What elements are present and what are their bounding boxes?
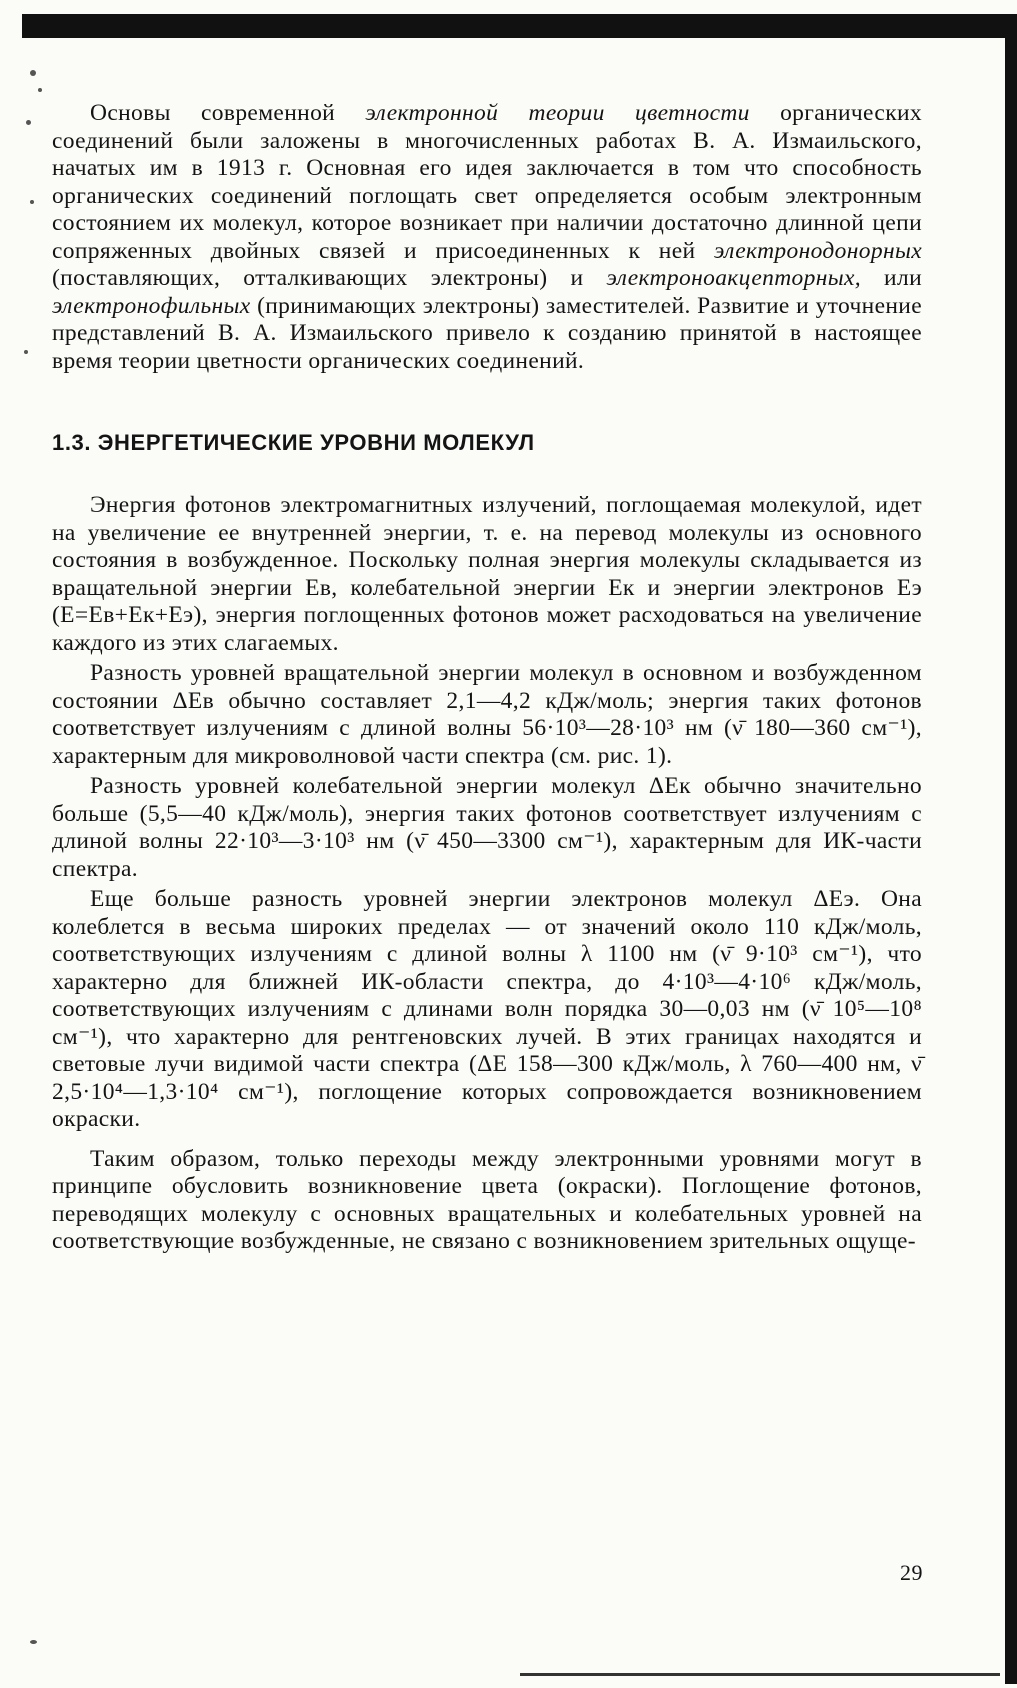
body-paragraph-electronic: Еще больше разность уровней энергии электронов молекул ΔEэ. Она колеблется в весьма широких пределах — от значений около 110 кДж/моль, соответствующих излучениям с длиной волны λ 1100 нм (ν̄ 9·10³ см⁻¹), что характерно для ближней ИК-области спектра, до 4·10³—4·10⁶ кДж/моль, соответствующих излучениям с длинами волн порядка 30—0,03 нм (ν̄ 10⁵—10⁸ см⁻¹), что характерно для рентгеновских лучей. В этих границах находятся и световые лучи видимой части спектра (ΔE 158—300 кДж/моль, λ 760—400 нм, ν̄ 2,5·10⁴—1,3·10⁴ см⁻¹), поглощение которых сопровождается возникновением окраски. bbox=[52, 886, 922, 1132]
body-paragraph-vibrational: Разность уровней колебательной энергии молекул ΔEк обычно значительно больше (5,5—40 кДж/моль), энергия таких фотонов соответствует излучениям с длиной волны 22·10³—3·10³ нм (ν̄ 450—3300 см⁻¹), характерным для ИК-части спектра. bbox=[52, 773, 922, 882]
scan-speck bbox=[24, 350, 28, 354]
intro-text-run: (принимающих электроны) заместителей. Развитие и уточнение представлений В. А. Измаильского привело к созданию принятой в настоящее время теории цветности органических соединений. bbox=[52, 292, 922, 374]
scan-speck bbox=[30, 1640, 37, 1644]
scan-speck bbox=[30, 200, 34, 204]
page-number: 29 bbox=[900, 1560, 923, 1585]
intro-text-run: органических соединений были заложены в многочисленных работах В. А. Измаильского, начатых им в 1913 г. Основная его идея заключается в том что способность органических соединений поглощать свет определяется особым электронным состоянием их молекул, которое возникает при наличии достаточно длинной цепи сопряженных двойных связей и присоединенных к ней bbox=[52, 100, 923, 264]
scan-speck bbox=[30, 70, 36, 76]
page-content bbox=[52, 100, 922, 1256]
italic-term: электроноакцепторных, bbox=[606, 265, 861, 291]
italic-term: электронной теории цветности bbox=[365, 100, 750, 126]
body-paragraph-rotational: Разность уровней вращательной энергии молекул в основном и возбужденном состоянии ΔEв обычно составляет 2,1—4,2 кДж/моль; энергия таких фотонов соответствует излучениям с длиной волны 56·10³—28·10³ нм (ν̄ 180—360 см⁻¹), характерным для микроволновой части спектра (см. рис. 1). bbox=[52, 660, 922, 769]
body-paragraph-energy: Энергия фотонов электромагнитных излучений, поглощаемая молекулой, идет на увеличение ее внутренней энергии, т. е. на перевод молекулы из основного состояния в возбужденное. Поскольку полная энергия молекулы складывается из вращательной энергии Eв, колебательной энергии Eк и энергии электронов Eэ (E=Eв+Eк+Eэ), энергия поглощенных фотонов может расходоваться на увеличение каждого из этих слагаемых. bbox=[52, 492, 922, 656]
intro-paragraph bbox=[52, 100, 922, 375]
section-heading: 1.3. ЭНЕРГЕТИЧЕСКИЕ УРОВНИ МОЛЕКУЛ bbox=[52, 430, 535, 455]
scan-bottom-rule bbox=[520, 1673, 1000, 1676]
scan-speck bbox=[26, 120, 31, 125]
scan-speck bbox=[38, 88, 42, 92]
intro-text-run: (поставляющих, отталкивающих электроны) и bbox=[52, 265, 607, 291]
italic-term: электронодонорных bbox=[713, 237, 922, 264]
scan-right-border bbox=[1005, 14, 1017, 1684]
italic-term: электронофильных bbox=[52, 292, 251, 319]
body-paragraph-conclusion: Таким образом, только переходы между электронными уровнями могут в принципе обусловить возникновение цвета (окраски). Поглощение фотонов, переводящих молекулу с основных вращательных и колебательных уровней на соответствующие возбужденные, не связано с возникновением зрительных ощуще- bbox=[52, 1145, 922, 1254]
intro-text-run: или bbox=[861, 265, 922, 291]
intro-text-run: Основы современной bbox=[90, 100, 366, 126]
scan-top-border bbox=[22, 14, 1017, 38]
